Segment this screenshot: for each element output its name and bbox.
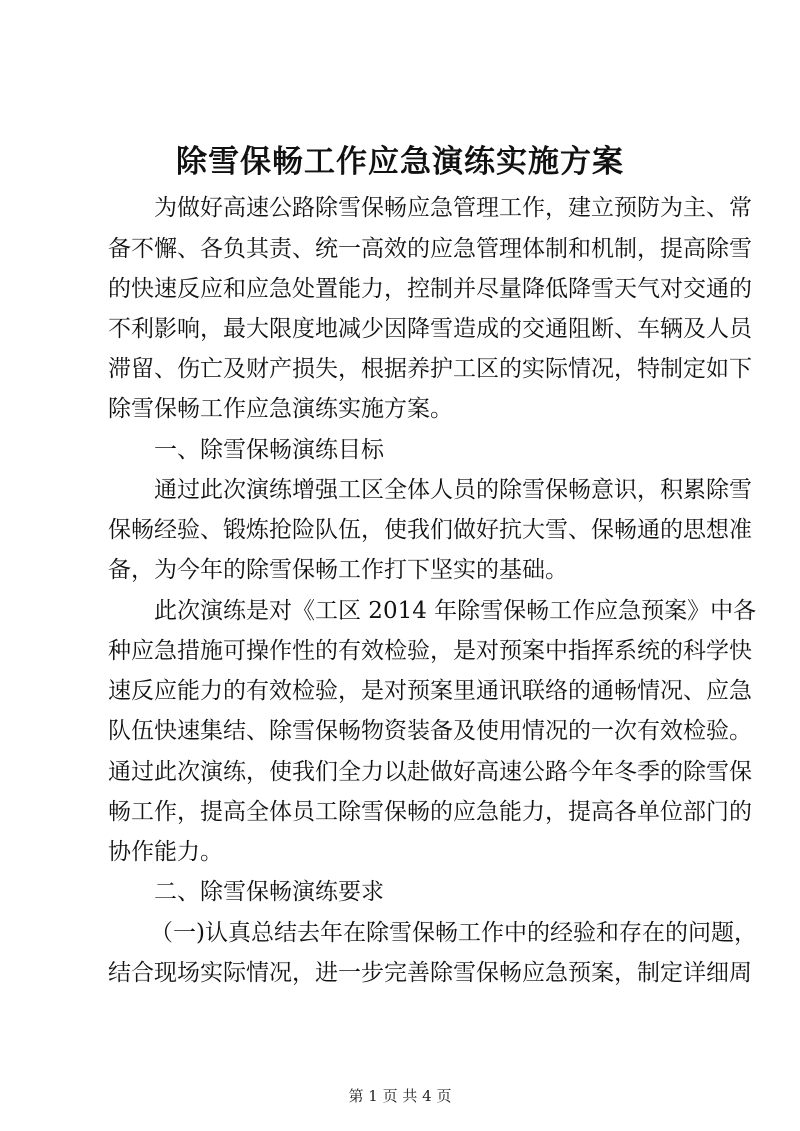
paragraph-line: 滞留、伤亡及财产损失，根据养护工区的实际情况，特制定如下 bbox=[108, 356, 752, 382]
paragraph-line: 不利影响，最大限度地减少因降雪造成的交通阻断、车辆及人员 bbox=[108, 316, 752, 342]
page-number: 第 1 页 共 4 页 bbox=[348, 1087, 452, 1105]
paragraph-line: 队伍快速集结、除雪保畅物资装备及使用情况的一次有效检验。 bbox=[108, 718, 752, 744]
paragraph-line: 速反应能力的有效检验，是对预案里通讯联络的通畅情况、应急 bbox=[108, 678, 752, 704]
paragraph-line: 通过此次演练增强工区全体人员的除雪保畅意识，积累除雪 bbox=[154, 477, 752, 503]
section-heading: 二、除雪保畅演练要求 bbox=[154, 879, 384, 905]
paragraph-line: 种应急措施可操作性的有效检验，是对预案中指挥系统的科学快 bbox=[108, 638, 752, 664]
paragraph-line: 畅工作，提高全体员工除雪保畅的应急能力，提高各单位部门的 bbox=[108, 799, 752, 825]
paragraph-line: 的快速反应和应急处置能力，控制并尽量降低降雪天气对交通的 bbox=[108, 276, 752, 302]
paragraph-line: 此次演练是对《工区 2014 年除雪保畅工作应急预案》中各 bbox=[154, 598, 757, 624]
paragraph-line: 备不懈、各负其责、统一高效的应急管理体制和机制，提高除雪 bbox=[108, 236, 752, 262]
section-heading: 一、除雪保畅演练目标 bbox=[154, 437, 384, 463]
document-title: 除雪保畅工作应急演练实施方案 bbox=[176, 144, 624, 180]
paragraph-line: 协作能力。 bbox=[108, 839, 223, 865]
paragraph-line: 除雪保畅工作应急演练实施方案。 bbox=[108, 396, 453, 422]
paragraph-line: 结合现场实际情况，进一步完善除雪保畅应急预案，制定详细周 bbox=[108, 960, 752, 986]
paragraph-line: 通过此次演练，使我们全力以赴做好高速公路今年冬季的除雪保 bbox=[108, 759, 752, 785]
paragraph-line: 备，为今年的除雪保畅工作打下坚实的基础。 bbox=[108, 557, 568, 583]
paragraph-line: 保畅经验、锻炼抢险队伍，使我们做好抗大雪、保畅通的思想准 bbox=[108, 517, 752, 543]
paragraph-line: 为做好高速公路除雪保畅应急管理工作，建立预防为主、常 bbox=[154, 195, 752, 221]
paragraph-line: （一)认真总结去年在除雪保畅工作中的经验和存在的问题， bbox=[150, 920, 757, 946]
